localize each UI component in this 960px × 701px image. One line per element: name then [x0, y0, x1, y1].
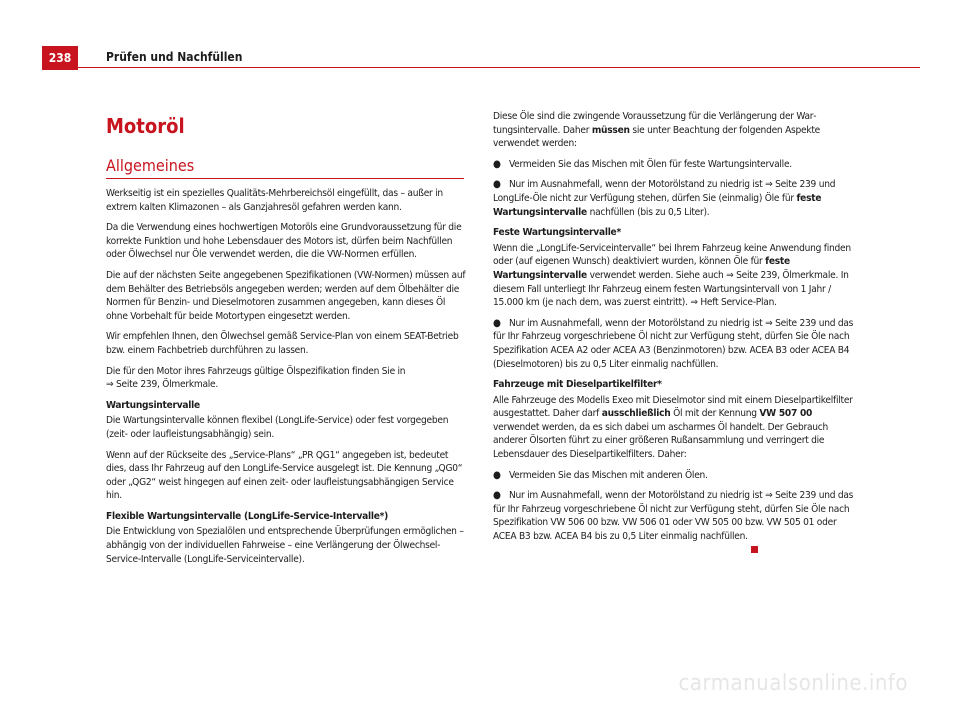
list-item [493, 469, 859, 483]
paragraph: Werkseitig ist ein spezielles Qualitäts-Mehrbereichsöl eingefüllt, das – außer in extrem kalten Klimazonen – als Ganzjahresöl gefahren werden kann. [106, 188, 443, 213]
paragraph-text: Öl mit der Kennung [673, 408, 757, 420]
paragraph-text: sie unter Beachtung der folgenden Aspekte verwendet werden: [493, 124, 821, 150]
list-item-text: Nur im Ausnahmefall, wenn der Motorölstand zu niedrig ist ⇒ Seite 239 und LongLife-Öle nicht zur Verfügung stehen, dürfen Sie (einmalig) Öle für [493, 179, 836, 204]
paragraph-oelspezifikation [106, 365, 468, 392]
list-item-text: Nur im Ausnahmefall, wenn der Motorölstand zu niedrig ist ⇒ Seite 239 und das für Ihr Fahrzeug vorgeschriebene Öl nicht zur Verfügung steht, dürfen Sie Öle nach Spezifikation ACEA A2 oder ACEA A3 (Benzinmotoren) bzw. ACEA B3 oder ACEA B4 (Dieselmotoren) bis zu 0,5 Liter einmalig nachfüllen. [493, 317, 854, 370]
crossref-link[interactable]: ⇒ Seite 239, Ölmerkmale. [106, 379, 219, 391]
page-number: 238 [42, 46, 78, 70]
paragraph [493, 110, 859, 151]
paragraph: Die Wartungsintervalle können flexibel (LongLife-Service) oder fest vorgegeben (zeit- oder laufleistungsabhängig) sein. [106, 415, 449, 440]
emphasis: feste Wartungsintervalle [493, 192, 822, 218]
paragraph-text: Diese Öle sind die zwingende Voraussetzung für die Verlängerung der Wartungsintervalle. Daher [493, 111, 817, 136]
list-item-text: Vermeiden Sie das Mischen mit anderen Ölen. [509, 469, 708, 481]
right-column [493, 110, 859, 564]
paragraph-text: verwendet werden, da es sich dabei um ascharmes Öl handelt. Der Gebrauch anderer Ölsorten führt zu einer größeren Rußansammlung und verringert die Lebensdauer des Dieselpartikelfilters. Daher: [493, 421, 829, 461]
emphasis: müssen [591, 124, 630, 136]
list-item [493, 158, 859, 172]
bullet-icon: ● [493, 490, 501, 502]
paragraph: Die Entwicklung von Spezialölen und entsprechende Überprüfungen ermöglichen – abhängig von der individuellen Fahrweise – eine Verlängerung der Ölwechsel-Service-Intervalle (LongLife-Serviceintervalle). [106, 526, 464, 565]
list-item [493, 317, 859, 371]
watermark: carmanualsonline.info [678, 671, 908, 696]
emphasis: feste Wartungsintervalle [493, 256, 790, 281]
paragraph-text: verwendet werden. Siehe auch ⇒ Seite 239, Ölmerkmale. In diesem Fall unterliegt Ihr Fahrzeug einem festen Wartungsintervall von 1 Jahr / 15.000 km (je nach dem, was zuerst eintritt). ⇒ Heft Service-Plan. [493, 269, 849, 309]
paragraph: Wenn auf der Rückseite des „Service-Plans“ „PR QG1“ angegeben ist, bedeutet dies, dass Ihr Fahrzeug auf den LongLife-Service ausgelegt ist. Die Kennung „QG0“ oder „QG2“ weist hingegen auf einen zeit- oder laufleistungsabhängigen Service hin. [106, 449, 463, 502]
list-item-text: nachfüllen (bis zu 0,5 Liter). [589, 206, 710, 218]
list-item [493, 178, 859, 219]
subheading-wartungsintervalle: Wartungsintervalle [106, 399, 200, 411]
paragraph-text: Alle Fahrzeuge des Modells Exeo mit Dieselmotor sind mit einem Dieselpartikelfilter ausgestattet. Daher darf [493, 394, 853, 420]
paragraph: Da die Verwendung eines hochwertigen Motoröls eine Grundvoraussetzung für die korrekte Funktion und hohe Lebensdauer des Motors ist, dürfen beim Nachfüllen oder Ölwechsel nur Öle verwendet werden, die die VW-Normen erfüllen. [106, 222, 462, 261]
paragraph [493, 242, 859, 310]
paragraph-text: Die für den Motor ihres Fahrzeugs gültige Ölspezifikation finden Sie in [106, 365, 406, 377]
emphasis: VW 507 00 [759, 408, 813, 420]
paragraph [493, 394, 859, 462]
header-divider [42, 67, 920, 68]
subheading-feste-wartungsintervalle: Feste Wartungsintervalle* [493, 227, 621, 239]
bullet-icon: ● [493, 158, 501, 170]
list-item-text: Nur im Ausnahmefall, wenn der Motorölstand zu niedrig ist ⇒ Seite 239 und das für Ihr Fahrzeug vorgeschriebene Öl nicht zur Verfügung steht, dürfen Sie Öle nach Spezifikation VW 506 00 bzw. VW 506 01 oder VW 505 00 bzw. VW 505 01 oder ACEA B3 bzw. ACEA B4 bis zu 0,5 Liter einmalig nachfüllen. [493, 490, 854, 543]
left-column [106, 187, 468, 573]
subheading-flexible-wartungsintervalle: Flexible Wartungsintervalle (LongLife-Service-Intervalle*) [106, 510, 389, 522]
paragraph: Die auf der nächsten Seite angegebenen Spezifikationen (VW-Normen) müssen auf dem Behälter des Betriebsöls angegeben werden; werden auf dem Ölbehälter die Normen für Benzin- und Dieselmotoren zusammen angegeben, kann dieses Öl ohne Vorbehalt für beide Motortypen eingesetzt werden. [106, 269, 466, 322]
paragraph-text: Wenn die „LongLife-Serviceintervalle“ bei Ihrem Fahrzeug keine Anwendung finden oder (auf eigenen Wunsch) deaktiviert wurden, können Öle für [493, 242, 851, 268]
paragraph: Wir empfehlen Ihnen, den Ölwechsel gemäß Service-Plan von einem SEAT-Betrieb bzw. einem Fachbetrieb durchführen zu lassen. [106, 331, 459, 356]
section-title: Prüfen und Nachfüllen [106, 50, 243, 64]
bullet-icon: ● [493, 469, 501, 481]
list-item-text: Vermeiden Sie das Mischen mit Ölen für feste Wartungsintervalle. [509, 158, 792, 170]
list-item [493, 489, 859, 557]
heading-motoroel: Motoröl [106, 114, 185, 138]
emphasis: ausschließlich [601, 408, 671, 420]
subheading-divider [106, 178, 464, 179]
heading-allgemeines: Allgemeines [106, 156, 195, 175]
bullet-icon: ● [493, 179, 501, 191]
section-end-icon [751, 546, 758, 553]
subheading-dieselpartikelfilter: Fahrzeuge mit Dieselpartikelfilter* [493, 379, 662, 391]
bullet-icon: ● [493, 317, 501, 329]
